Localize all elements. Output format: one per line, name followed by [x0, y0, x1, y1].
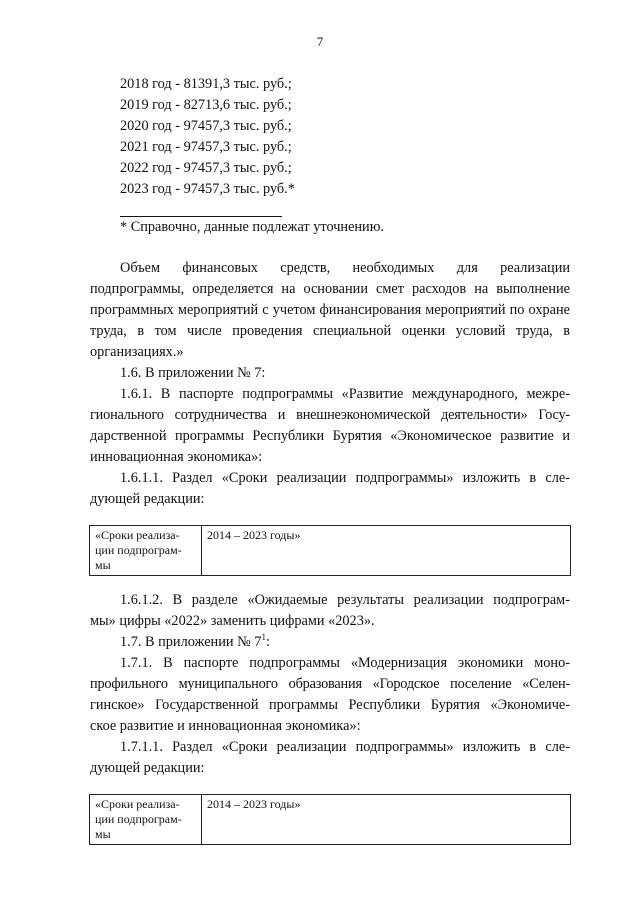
table-row — [90, 526, 571, 576]
item-1-7-1-1 — [90, 737, 570, 779]
funding-amount-2018: 2018 год - 81391,3 тыс. руб.; — [120, 76, 292, 92]
text-line: дующей редакции: — [90, 760, 205, 776]
text-line: 1.6.1.1. Раздел «Сроки реализации подпрограммы» изложить в сле- — [120, 470, 570, 486]
funding-amounts-list — [120, 74, 570, 200]
text-line: гинское» Государственной программы Республики Бурятия «Экономиче- — [90, 697, 570, 713]
funding-amount-2019: 2019 год - 82713,6 тыс. руб.; — [120, 97, 292, 113]
funding-amount-2020: 2020 год - 97457,3 тыс. руб.; — [120, 118, 292, 134]
text-line: дующей редакции: — [90, 491, 205, 507]
item-1-7: 1.7. В приложении № $7^1$: — [120, 632, 270, 650]
item-1-7-1 — [90, 653, 570, 737]
item-1-6-1 — [90, 384, 570, 468]
text-line: 1.7.1.1. Раздел «Сроки реализации подпрограммы» изложить в сле- — [120, 739, 570, 755]
paragraph-funding-volume: Объем финансовых средств, необходимых для реализации подпрограммы, определяется на основании смет расходов на выполнение программных мероприятий с учетом финансирования мероприятий по охране труда, в том числе проведения специальной оценки условий труда, в организациях.» — [90, 260, 570, 360]
text-line: дарственной программы Республики Бурятия «Экономическое развитие и — [90, 428, 570, 444]
text-line: 1.7.1. В паспорте подпрограммы «Модернизация экономики моно- — [120, 655, 570, 671]
text-line: 1.6.1. В паспорте подпрограммы «Развитие международного, межре- — [120, 386, 570, 402]
item-1-6-1-2 — [90, 590, 570, 632]
table-row — [90, 795, 571, 845]
text-line: гионального сотрудничества и внешнеэкономической деятельности» Госу- — [90, 407, 570, 423]
text-line: профильного муниципального образования «Городское поселение «Селен- — [90, 676, 570, 692]
funding-amount-2021: 2021 год - 97457,3 тыс. руб.; — [120, 139, 292, 155]
text-line: ское развитие и инновационная экономика»: — [90, 718, 361, 734]
funding-amount-2022: 2022 год - 97457,3 тыс. руб.; — [120, 160, 292, 176]
table-value-cell: 2014 – 2023 годы» — [202, 795, 571, 845]
text-line: 1.6.1.2. В разделе «Ожидаемые результаты реализации подпрограм- — [120, 592, 570, 608]
funding-amount-2023: 2023 год - 97457,3 тыс. руб.* — [120, 181, 295, 197]
page-content — [90, 74, 570, 859]
text-line: мы» цифры «2022» заменить цифрами «2023». — [90, 613, 375, 629]
table-value-cell: 2014 – 2023 годы» — [202, 526, 571, 576]
spacer — [90, 238, 570, 248]
table-label-cell: «Сроки реализа- ции подпрограм- мы — [90, 795, 202, 845]
implementation-period-table-1 — [89, 525, 571, 576]
text-line: инновационная экономика»: — [90, 449, 263, 465]
item-1-6-1-1 — [90, 468, 570, 510]
spacer — [90, 248, 570, 258]
footnote: * Справочно, данные подлежат уточнению. — [120, 219, 384, 235]
implementation-period-table-2 — [89, 794, 571, 845]
page-number: 7 — [316, 34, 324, 49]
item-1-6: 1.6. В приложении № 7: — [120, 365, 266, 381]
table-label-cell: «Сроки реализа- ции подпрограм- мы — [90, 526, 202, 576]
